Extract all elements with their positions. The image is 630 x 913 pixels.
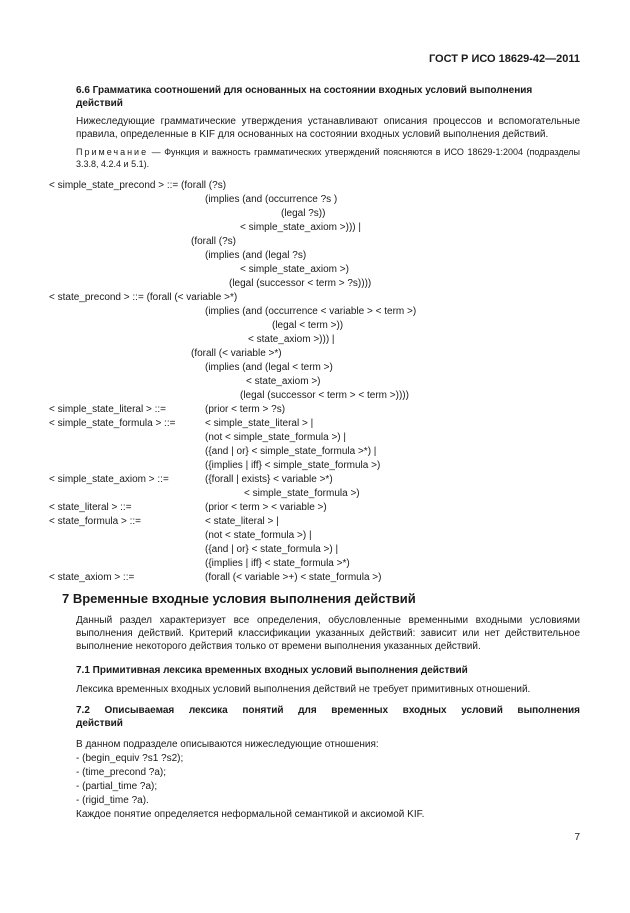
grammar-line: < state_axiom >) — [246, 376, 321, 387]
grammar-line: (prior < term > < variable >) — [205, 502, 327, 513]
grammar-line: (implies (and (legal < term >) — [205, 362, 333, 373]
section-title-6-6-line2: действий — [76, 98, 123, 109]
section-title-7-2-line2: действий — [76, 718, 123, 729]
grammar-line: ({and | or} < state_formula >) | — [205, 544, 339, 555]
grammar-line: ({forall | exists} < variable >*) — [205, 474, 333, 485]
grammar-line: (implies (and (occurrence < variable > < term >) — [205, 306, 417, 317]
grammar-line: < state_precond > ::= (forall (< variable >*) — [49, 292, 238, 303]
grammar-line: (not < simple_state_formula >) | — [205, 432, 346, 443]
grammar-line: < state_literal > ::= — [49, 502, 132, 513]
paragraph-7: Данный раздел характеризует все определения, обусловленные временными входными условиями выполнения действий. Критерий классификации указанных действий: зависит или нет действительное выполнение некоторого действия только от времени выполнения указанных действий. — [76, 615, 580, 652]
paragraph-7-2-intro: В данном подразделе описываются нижеследующие отношения: — [76, 739, 379, 750]
grammar-line: < simple_state_axiom >))) | — [240, 222, 361, 233]
grammar-line: < state_formula > ::= — [49, 516, 141, 527]
grammar-line: < simple_state_literal > | — [205, 418, 314, 429]
document-id: ГОСТ Р ИСО 18629-42—2011 — [428, 53, 580, 65]
grammar-line: (implies (and (legal ?s) — [205, 250, 307, 261]
grammar-line: ({and | or} < simple_state_formula >*) | — [205, 446, 377, 457]
grammar-line: < state_axiom > ::= — [49, 572, 135, 583]
grammar-line: (forall (?s) — [191, 236, 237, 247]
section-title-7-2-line1: 7.2 Описываемая лексика понятий для временных входных условий выполнения — [76, 705, 580, 716]
list-item: - (rigid_time ?a). — [76, 795, 149, 806]
paragraph-6-6: Нижеследующие грамматические утверждения устанавливают описания процессов и вспомогательные правила, определенные в KIF для основанных на состоянии входных условий выполнения действий. — [76, 116, 580, 140]
page-number: 7 — [574, 832, 580, 843]
grammar-line: (legal (successor < term > ?s)))) — [229, 278, 372, 289]
grammar-line: ({implies | iff} < simple_state_formula >) — [205, 460, 381, 471]
section-title-7-1: 7.1 Примитивная лексика временных входных условий выполнения действий — [76, 665, 468, 676]
grammar-line: ({implies | iff} < state_formula >*) — [205, 558, 350, 569]
grammar-line: < state_axiom >))) | — [248, 334, 335, 345]
list-item: - (time_precond ?a); — [76, 767, 167, 778]
section-title-7: 7 Временные входные условия выполнения действий — [62, 591, 416, 606]
paragraph-7-2-outro: Каждое понятие определяется неформальной семантикой и аксиомой KIF. — [76, 809, 425, 820]
grammar-line: < simple_state_axiom >) — [240, 264, 349, 275]
grammar-line: (implies (and (occurrence ?s ) — [205, 194, 338, 205]
note-label: Примечание — [76, 147, 149, 157]
grammar-line: < simple_state_precond > ::= (forall (?s) — [49, 180, 227, 191]
list-item: - (partial_time ?a); — [76, 781, 158, 792]
grammar-line: (legal ?s)) — [281, 208, 326, 219]
grammar-line: (forall (< variable >+) < state_formula >) — [205, 572, 382, 583]
note-text: — Функция и важность грамматических утверждений поясняются в ИСО 18629-1:2004 (подразделы 3.3.8, 4.2.4 и 5.1). — [76, 147, 580, 169]
paragraph-7-1: Лексика временных входных условий выполнения действий не требует примитивных отношений. — [76, 684, 531, 695]
grammar-line: (legal < term >)) — [272, 320, 344, 331]
grammar-line: < simple_state_axiom > ::= — [49, 474, 169, 485]
grammar-line: < simple_state_literal > ::= — [49, 404, 167, 415]
grammar-line: < simple_state_formula > ::= — [49, 418, 176, 429]
note-paragraph — [76, 146, 580, 170]
grammar-line: (prior < term > ?s) — [205, 404, 286, 415]
grammar-line: < state_literal > | — [205, 516, 279, 527]
section-title-6-6-line1: 6.6 Грамматика соотношений для основанных на состоянии входных условий выполнения — [76, 85, 533, 96]
grammar-line: (forall (< variable >*) — [191, 348, 282, 359]
grammar-line: < simple_state_formula >) — [244, 488, 360, 499]
grammar-line: (not < state_formula >) | — [205, 530, 312, 541]
grammar-line: (legal (successor < term > < term >)))) — [240, 390, 409, 401]
list-item: - (begin_equiv ?s1 ?s2); — [76, 753, 184, 764]
